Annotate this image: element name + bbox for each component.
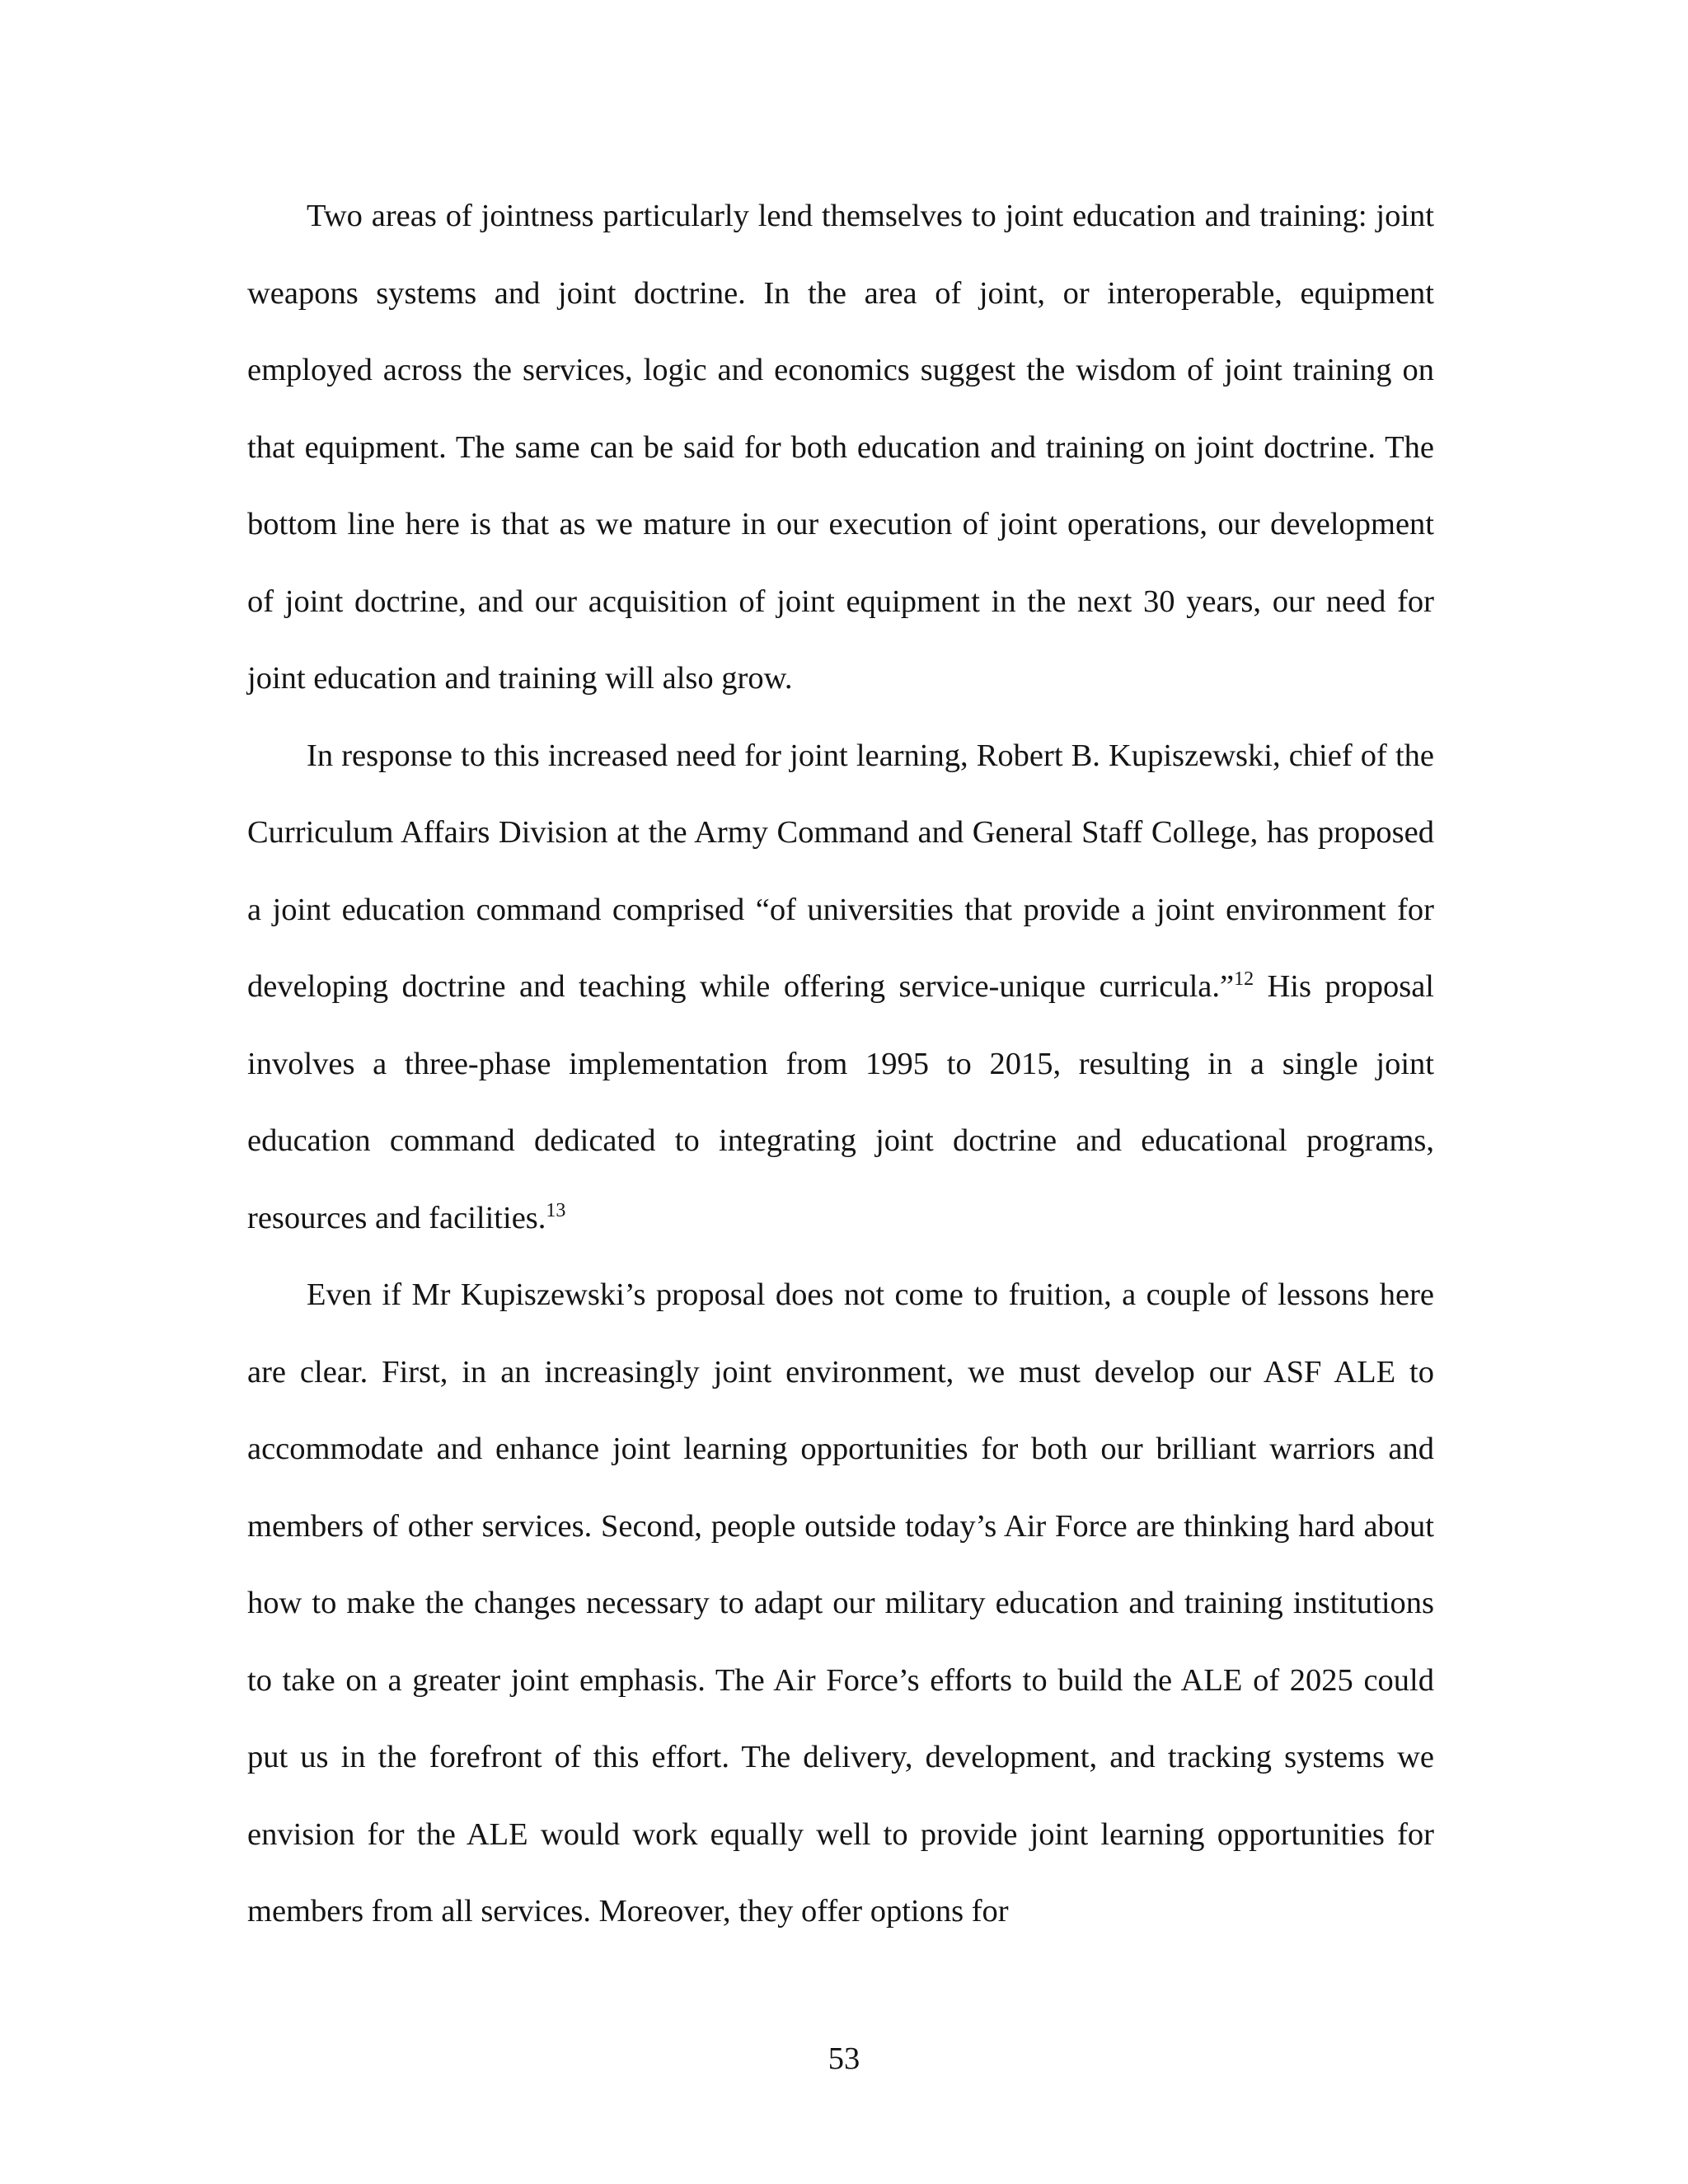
footnote-marker-12: 12 [1234,968,1254,990]
paragraph-text-part-2: His proposal involves a three-phase implementation from 1995 to 2015, resulting in a single joint education command dedicated to integrating joint doctrine and educational programs, resources and facilities. [247,969,1434,1235]
footnote-marker-13: 13 [546,1199,566,1221]
paragraph-lessons: Even if Mr Kupiszewski’s proposal does not come to fruition, a couple of lessons here are clear. First, in an increasingly joint environment, we must develop our ASF ALE to accommodate and enhance joint learning opportunities for both our brilliant warriors and members of other services. Second, people outside today’s Air Force are thinking hard about how to make the changes necessary to adapt our military education and training institutions to take on a greater joint emphasis. The Air Force’s efforts to build the ALE of 2025 could put us in the forefront of this effort. The delivery, development, and tracking systems we envision for the ALE would work equally well to provide joint learning opportunities for members from all services. Moreover, they offer options for [247,1277,1434,1929]
body-text [247,178,1434,1951]
paragraph-joint-education-command [247,718,1434,1258]
page-number: 53 [828,2041,860,2076]
paragraph-text-part-1: In response to this increased need for joint learning, Robert B. Kupiszewski, chief of the Curriculum Affairs Division at the Army Command and General Staff College, has proposed a joint education command comprised “of universities that provide a joint environment for developing doctrine and teaching while offering service-unique curricula.” [247,738,1434,1004]
paragraph-jointness-areas: Two areas of jointness particularly lend themselves to joint education and training: joint weapons systems and joint doctrine. In the area of joint, or interoperable, equipment employed across the services, logic and economics suggest the wisdom of joint training on that equipment. The same can be said for both education and training on joint doctrine. The bottom line here is that as we mature in our execution of joint operations, our development of joint doctrine, and our acquisition of joint equipment in the next 30 years, our need for joint education and training will also grow. [247,199,1434,696]
